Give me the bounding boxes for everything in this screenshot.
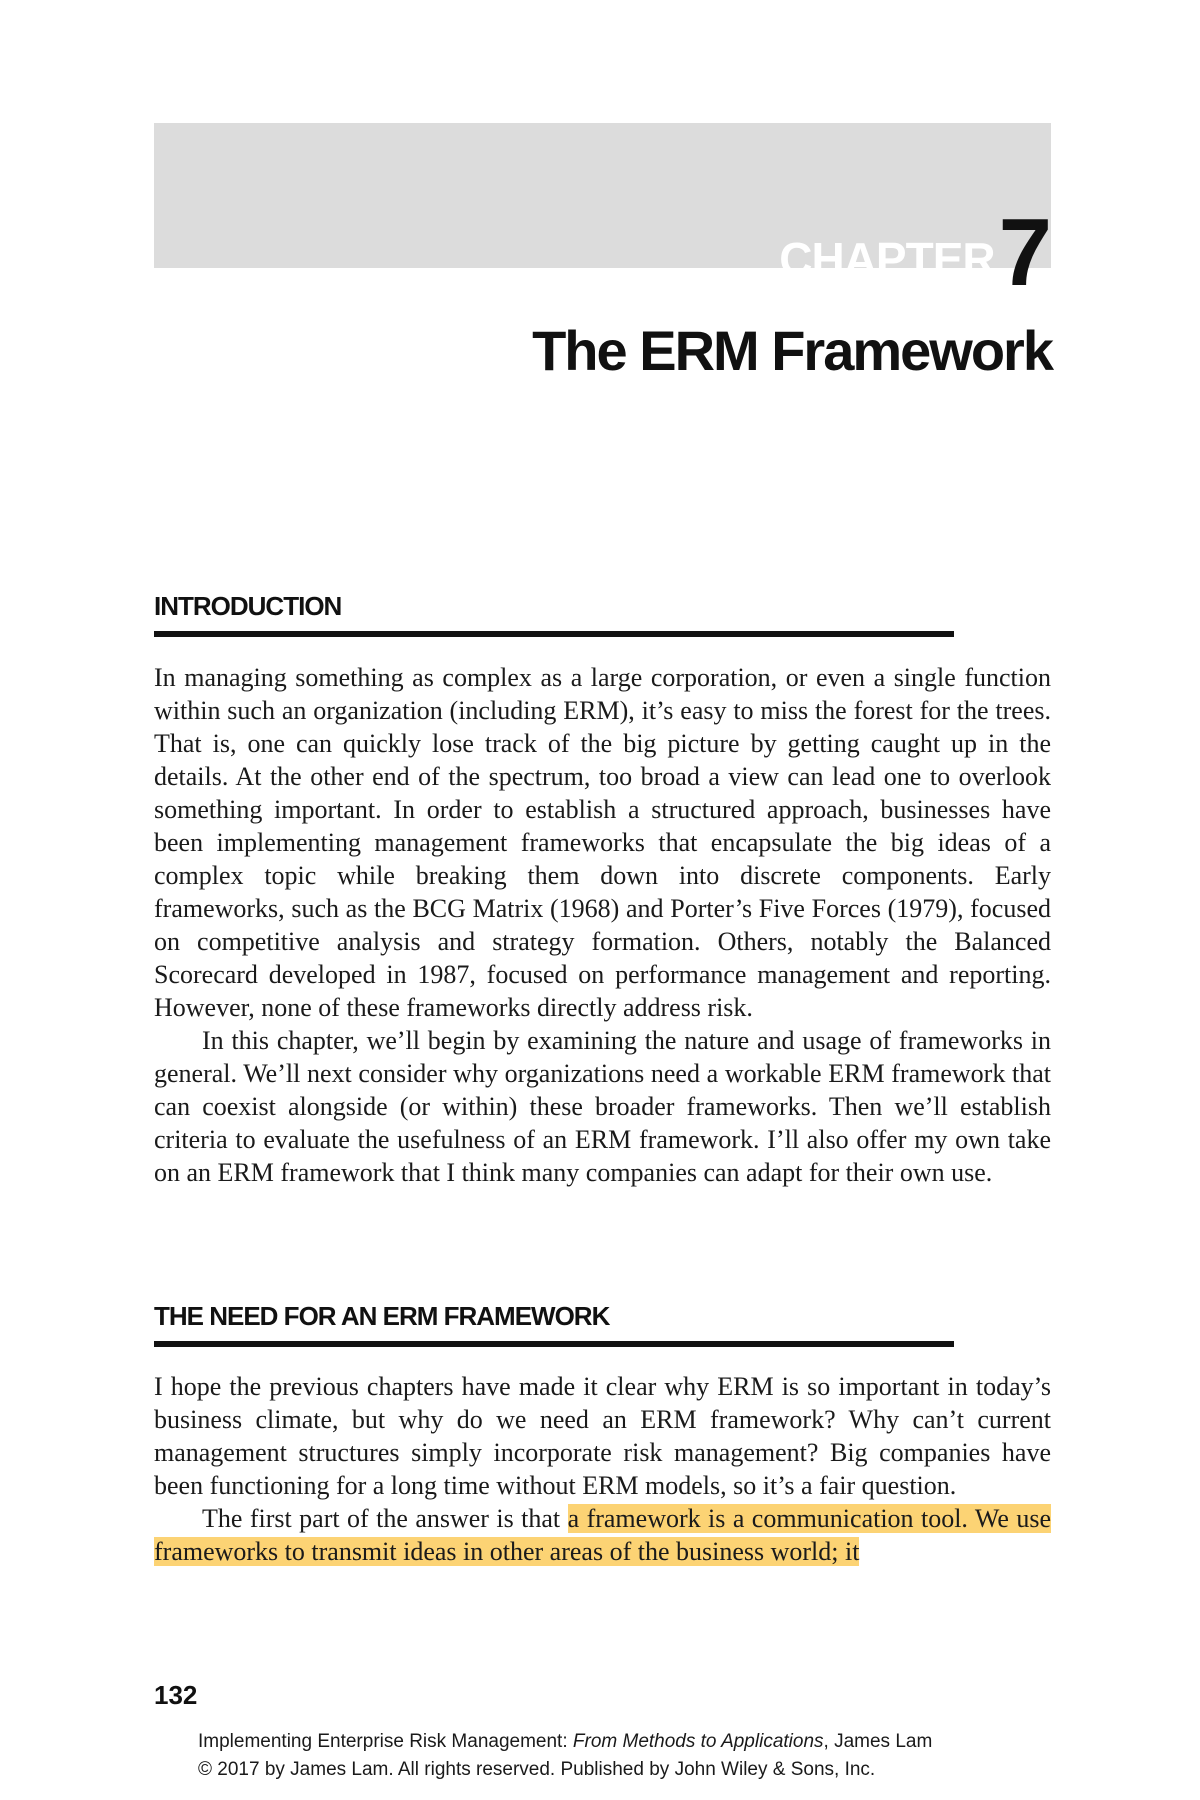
footer-book-line [198,1728,932,1756]
chapter-title: The ERM Framework [532,319,1052,382]
chapter-word: CHAPTER [779,233,995,285]
footer-book-title: Implementing Enterprise Risk Management: [198,1731,573,1752]
page-number: 132 [154,1680,198,1710]
section-heading-need-for-erm-framework: THE NEED FOR AN ERM FRAMEWORK [154,1302,954,1347]
footer-book-subtitle: From Methods to Applications [572,1731,824,1752]
footer-copyright: © 2017 by James Lam. All rights reserved. Published by John Wiley & Sons, Inc. [198,1759,876,1780]
chapter-number: 7 [998,198,1050,306]
need-paragraph-1: I hope the previous chapters have made it clear why ERM is so important in today’s business climate, but why do we need an ERM framework? Why can’t current management structures simply incorporate risk management? Big companies have been functioning for a long time without ERM models, so it’s a fair question. [154,1372,1051,1500]
chapter-label [779,198,1050,306]
need-paragraph-2 [154,1502,1051,1568]
introduction-body [154,661,1051,1189]
page-footer [198,1728,932,1784]
section-heading-introduction: INTRODUCTION [154,592,954,637]
need-paragraph-2-lead: The first part of the answer is that [202,1504,568,1533]
footer-author: , James Lam [823,1731,933,1752]
introduction-paragraph-2: In this chapter, we’ll begin by examining the nature and usage of frameworks in general. We’ll next consider why organizations need a workable ERM framework that can coexist alongside (or within) these broader frameworks. Then we’ll establish criteria to evaluate the usefulness of an ERM framework. I’ll also offer my own take on an ERM framework that I think many companies can adapt for their own use. [154,1026,1051,1187]
need-body [154,1370,1051,1568]
text-highlight: a framework is a communication tool. We use frameworks to transmit ideas in other areas of the business world; it [154,1504,1051,1566]
introduction-paragraph-1: In managing something as complex as a large corporation, or even a single function within such an organization (including ERM), it’s easy to miss the forest for the trees. That is, one can quickly lose track of the big picture by getting caught up in the details. At the other end of the spectrum, too broad a view can lead one to overlook something important. In order to establish a structured approach, businesses have been implementing management frameworks that encapsulate the big ideas of a complex topic while breaking them down into discrete components. Early frameworks, such as the BCG Matrix (1968) and Porter’s Five Forces (1979), focused on competitive analysis and strategy formation. Others, notably the Balanced Scorecard developed in 1987, focused on performance management and reporting. However, none of these frameworks directly address risk. [154,663,1051,1022]
